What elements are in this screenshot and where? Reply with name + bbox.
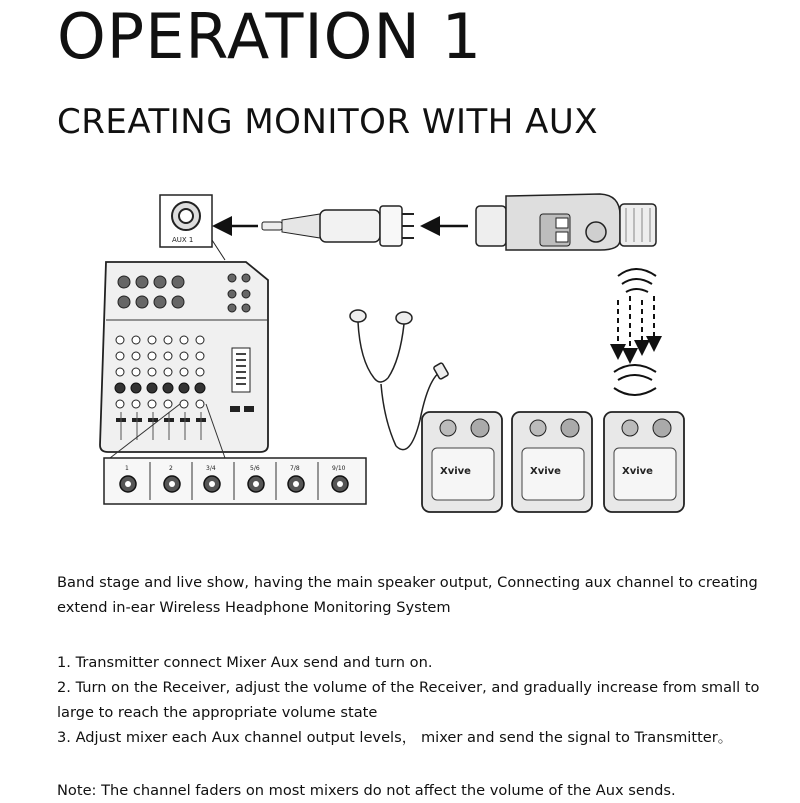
page-title: OPERATION 1 [57,0,483,73]
receiver-brand: Xvive [622,466,653,477]
page-subtitle: CREATING MONITOR WITH AUX [57,102,599,142]
intro-line: extend in-ear Wireless Headphone Monitoring System [57,599,451,616]
aux-knob-label-9-10: 9/10 [332,465,346,472]
aux-knob-strip [104,458,366,504]
aux-knob-label-2: 2 [169,465,173,472]
aux-jack-label: AUX 1 [172,236,194,244]
mixer-icon [100,262,268,452]
step-line: 1. Transmitter connect Mixer Aux send and turn on. [57,654,433,671]
step-line: 3. Adjust mixer each Aux channel output levels， mixer and send the signal to Transmitter。 [57,729,733,746]
intro-line: Band stage and live show, having the main speaker output, Connecting aux channel to creating [57,574,758,591]
step-line: 2. Turn on the Receiver, adjust the volume of the Receiver, and gradually increase from small to [57,679,760,696]
receiver-brand: Xvive [530,466,561,477]
signal-arrows [618,296,654,356]
aux-knob-label-1: 1 [125,465,129,472]
note-text: Note: The channel faders on most mixers do not affect the volume of the Aux sends. [57,782,676,799]
aux-knob-label-5-6: 5/6 [250,465,260,472]
transmitter-icon [476,194,656,250]
receiver-icon [604,412,684,512]
wireless-receive-icon [614,365,656,395]
aux-jack-detail [160,195,212,247]
aux-knob-label-7-8: 7/8 [290,465,300,472]
step-line: large to reach the appropriate volume state [57,704,378,721]
receiver-icon [422,412,502,512]
receiver-icon [512,412,592,512]
aux-knob-label-3-4: 3/4 [206,465,216,472]
xlr-cable-icon [262,206,414,246]
wireless-signal-icon [618,269,656,292]
connection-diagram [0,180,800,540]
receiver-brand: Xvive [440,466,471,477]
intro-paragraph [57,570,758,620]
steps-list [57,650,760,750]
